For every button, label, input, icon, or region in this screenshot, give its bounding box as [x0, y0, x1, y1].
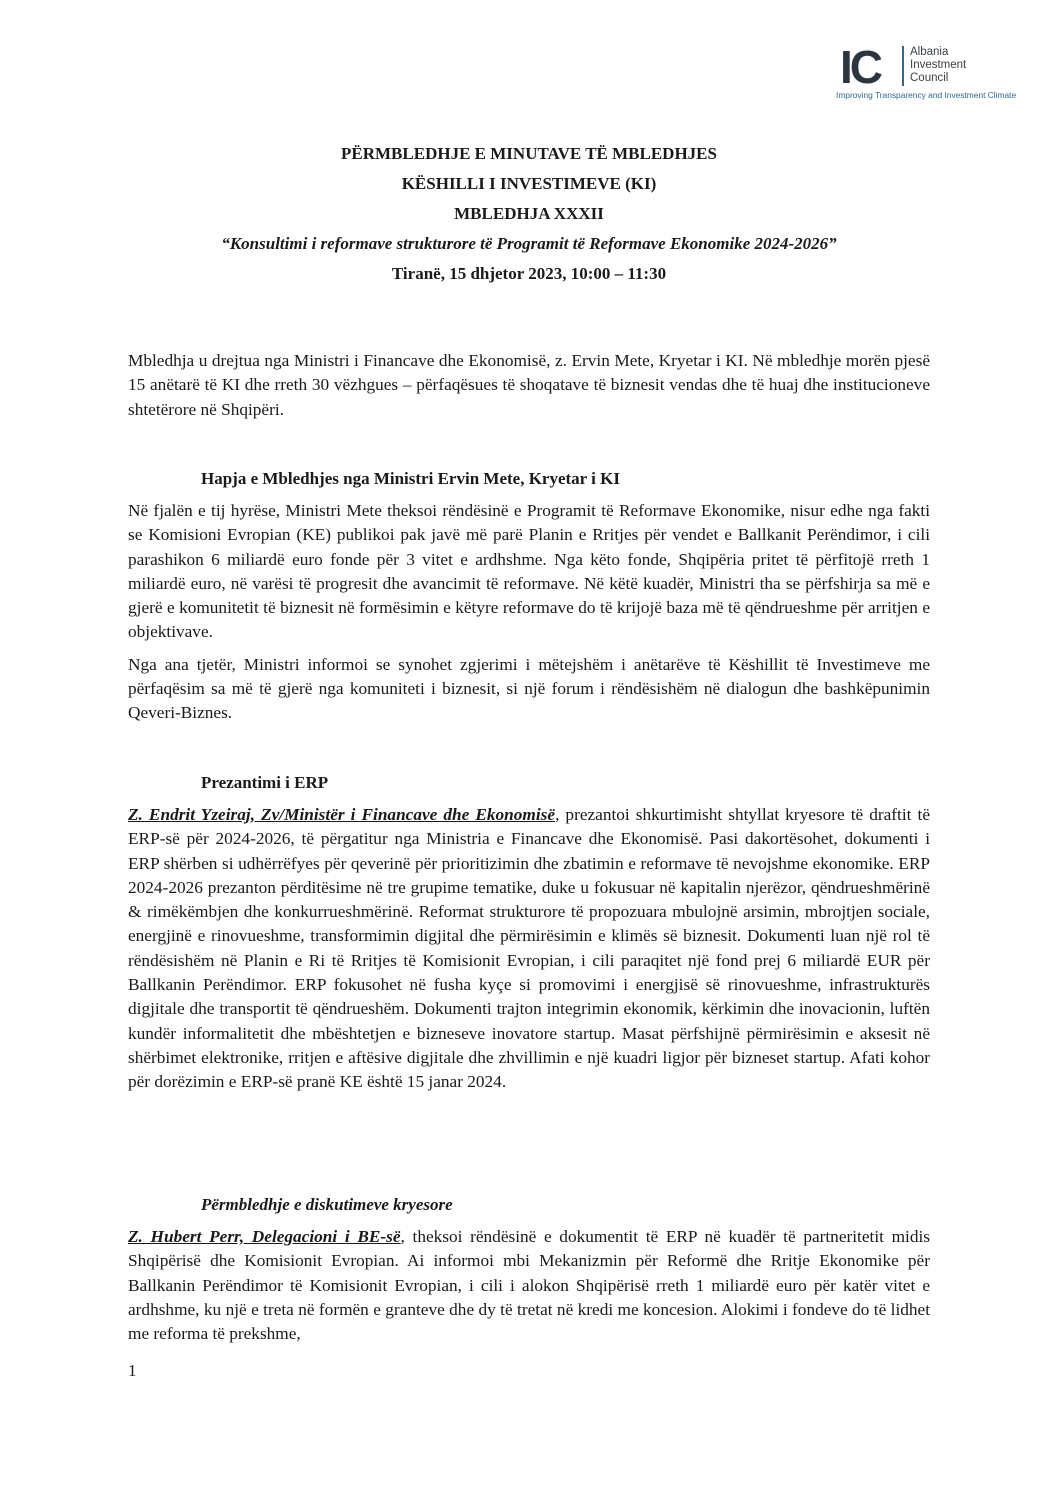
section-heading: Prezantimi i ERP: [201, 773, 329, 792]
logo-tagline: Improving Transparency and Investment Climate: [836, 90, 1017, 100]
title-line-1: PËRMBLEDHJE E MINUTAVE TË MBLEDHJES: [341, 144, 717, 163]
meeting-subtitle: “Konsultimi i reformave strukturore të Programit të Reformave Ekonomike 2024-2026”: [221, 234, 837, 253]
speaker-statement: , prezantoi shkurtimisht shtyllat kryesore të draftit të ERP-së për 2024-2026, të përgatitur nga Ministria e Financave dhe Ekonomisë. Pasi dakortësohet, dokumenti i ERP shërben si udhërrëfyes për qeverinë për prioritizimin dhe zbatimin e reformave të nevojshme ekonomike. ERP 2024-2026 prezanton përditësime në tre grupime tematike, duke u fokusuar në kapitalin njerëzor, qëndrueshmërinë & rimëkëmbjen dhe konkurrueshmërinë. Reformat strukturore të propozuara mbulojnë arsimin, mbrojtjen sociale, energjinë e rinovueshme, transformimin digjital dhe përmirësimin e klimës së biznesit. Dokumenti luan një rol të rëndësishëm në Planin e Ri të Rritjes të Komisionit Evropian, i cili paraqitet një fond prej 6 miliardë EUR për Ballkanin Perëndimor. ERP fokusohet në fusha kyçe si promovimi i energjisë së rinovueshme, infrastrukturës digjitale dhe transportit të qëndrueshëm. Dokumenti trajton integrimin ekonomik, kërkimin dhe inovacionin, luftën kundër informalitetit dhe mbështetjen e bizneseve inovatore startup. Masat përfshijnë përmirësimin e aksesit në shërbimet elektronike, rritjen e aftësive digjitale dhe zhvillimin e një kuadri ligjor për bizneset startup. Afati kohor për dorëzimin e ERP-së pranë KE është 15 janar 2024.: [128, 805, 930, 1092]
section-paragraph: [128, 1225, 930, 1346]
speaker-name: Z. Hubert Perr, Delegacioni i BE-së: [128, 1227, 401, 1246]
document-header: [0, 143, 1058, 293]
intro-block: [128, 349, 930, 422]
section-opening: [128, 468, 930, 726]
section-paragraph: [128, 803, 930, 1095]
section-discussion-summary: [128, 1194, 930, 1346]
section-heading: Hapja e Mbledhjes nga Ministri Ervin Mete, Kryetar i KI: [201, 469, 620, 488]
section-heading: Përmbledhje e diskutimeve kryesore: [201, 1195, 453, 1214]
logo-mark: IC: [840, 41, 880, 93]
aic-logo: [836, 41, 1036, 106]
title-line-2: KËSHILLI I INVESTIMEVE (KI): [401, 174, 657, 193]
logo-name-line: Investment: [910, 59, 967, 71]
page-number: 1: [128, 1361, 137, 1380]
intro-paragraph: Mbledhja u drejtua nga Ministri i Financave dhe Ekonomisë, z. Ervin Mete, Kryetar i KI. Në mbledhje morën pjesë 15 anëtarë të KI dhe rreth 30 vëzhgues – përfaqësues të shoqatave të biznesit vendas dhe të huaj dhe institucioneve shtetërore në Shqipëri.: [128, 351, 930, 419]
meeting-date: Tiranë, 15 dhjetor 2023, 10:00 – 11:30: [391, 264, 667, 283]
logo-name: [910, 46, 966, 85]
title-line-3: MBLEDHJA XXXII: [454, 204, 604, 223]
logo-name-line: Albania: [910, 46, 949, 58]
logo-name-line: Council: [910, 72, 949, 84]
logo-divider: [902, 46, 904, 86]
section-paragraph: Nga ana tjetër, Ministri informoi se synohet zgjerimi i mëtejshëm i anëtarëve të Këshillit të Investimeve me përfaqësim sa më të gjerë nga komuniteti i biznesit, si një forum i rëndësishëm në dialogun dhe bashkëpunimin Qeveri-Biznes.: [128, 654, 930, 723]
section-paragraph: Në fjalën e tij hyrëse, Ministri Mete theksoi rëndësinë e Programit të Reformave Ekonomike, nisur edhe nga fakti se Komisioni Evropian (KE) publikoi pak javë më parë Planin e Rritjes për vendet e Ballkanit Perëndimor, i cili parashikon 6 miliardë euro fonde për 3 vitet e ardhshme. Nga këto fonde, Shqipëria pritet të përfitojë rreth 1 miliardë euro, në varësi të progresit dhe avancimit të reformave. Në këtë kuadër, Ministri tha se përfshirja sa më e gjerë e komunitetit të biznesit në formësimin e këtyre reformave do të krijojë baza më të qëndrueshme për arritjen e objektivave.: [128, 501, 930, 642]
section-erp-presentation: [128, 772, 930, 1095]
speaker-name: Z. Endrit Yzeiraj, Zv/Ministër i Financave dhe Ekonomisë: [128, 805, 556, 824]
speaker-statement: , theksoi rëndësinë e dokumentit të ERP në kuadër të partneritetit midis Shqipërisë dhe Komisionit Evropian. Ai informoi mbi Mekanizmin për Reformë dhe Rritje Ekonomike për Ballkanin Perëndimor të Komisionit Evropian, i cili i alokon Shqipërisë rreth 1 miliardë euro për katër vitet e ardhshme, ku një e treta në formën e granteve dhe dy të tretat në kredi me koncesion. Alokimi i fondeve do të lidhet me reforma të prekshme,: [128, 1227, 930, 1344]
